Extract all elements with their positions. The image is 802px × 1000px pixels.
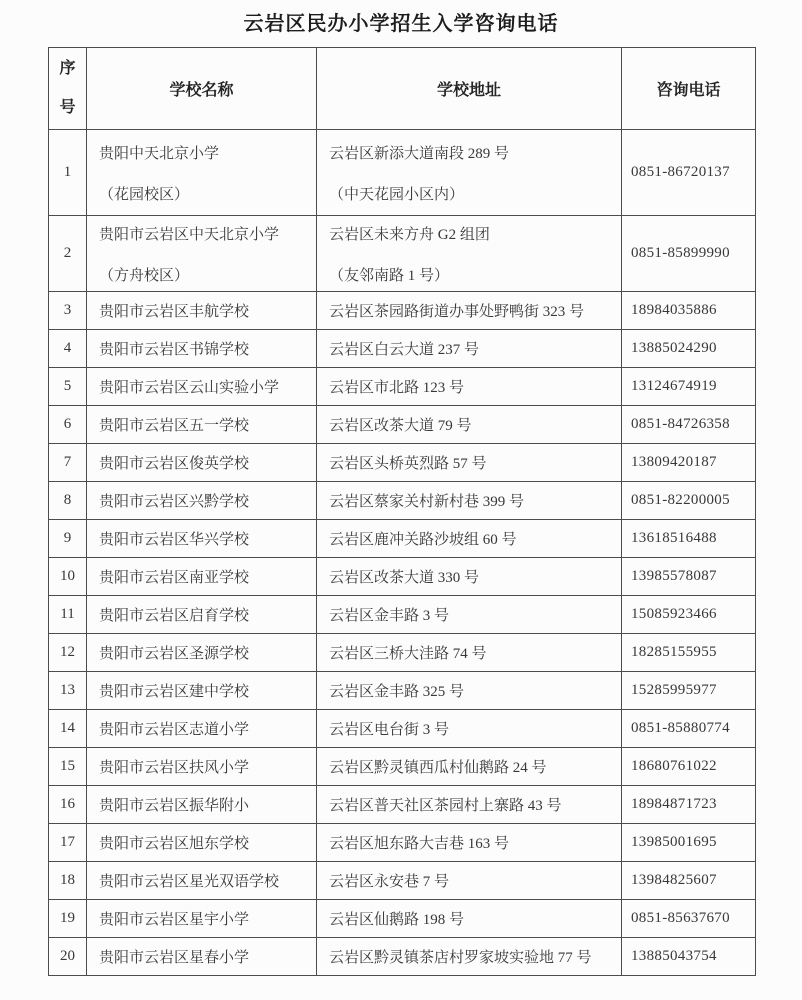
cell-school-name: 贵阳市云岩区建中学校 [87,672,317,710]
cell-num: 5 [49,368,87,406]
table-row [49,406,756,444]
table-row [49,330,756,368]
cell-phone: 0851-84726358 [622,406,756,444]
cell-school-addr [317,130,622,216]
cell-school-addr: 云岩区三桥大洼路 74 号 [317,634,622,672]
table-row [49,672,756,710]
school-name-line1: 贵阳中天北京小学 [99,145,220,162]
header-cell-name: 学校名称 [87,48,317,130]
cell-phone: 15285995977 [622,672,756,710]
cell-num: 13 [49,672,87,710]
table-row [49,216,756,292]
cell-school-name: 贵阳市云岩区旭东学校 [87,824,317,862]
school-addr-line2: （中天花园小区内） [329,186,465,203]
cell-num: 2 [49,216,87,292]
table-row [49,710,756,748]
table-row [49,596,756,634]
school-name-line2: （方舟校区） [99,267,190,284]
cell-school-addr: 云岩区旭东路大吉巷 163 号 [317,824,622,862]
cell-phone: 18984035886 [622,292,756,330]
cell-school-addr: 云岩区蔡家关村新村巷 399 号 [317,482,622,520]
cell-num: 4 [49,330,87,368]
table-row [49,520,756,558]
cell-phone: 13985578087 [622,558,756,596]
table-row [49,862,756,900]
cell-school-addr: 云岩区黔灵镇茶店村罗家坡实验地 77 号 [317,938,622,976]
cell-school-addr [317,216,622,292]
cell-phone: 0851-85899990 [622,216,756,292]
table-row [49,482,756,520]
cell-school-addr: 云岩区金丰路 3 号 [317,596,622,634]
cell-school-addr: 云岩区改茶大道 330 号 [317,558,622,596]
cell-phone: 18680761022 [622,748,756,786]
cell-school-addr: 云岩区鹿冲关路沙坡组 60 号 [317,520,622,558]
header-cell-addr: 学校地址 [317,48,622,130]
table-row [49,292,756,330]
cell-phone: 15085923466 [622,596,756,634]
cell-num: 15 [49,748,87,786]
cell-school-name: 贵阳市云岩区圣源学校 [87,634,317,672]
cell-phone: 18285155955 [622,634,756,672]
cell-phone: 13124674919 [622,368,756,406]
cell-phone: 18984871723 [622,786,756,824]
cell-phone: 13984825607 [622,862,756,900]
school-name-line1: 贵阳市云岩区中天北京小学 [99,226,280,243]
school-addr-line1: 云岩区新添大道南段 289 号 [329,145,510,162]
table-row [49,130,756,216]
cell-school-name: 贵阳市云岩区兴黔学校 [87,482,317,520]
cell-school-addr: 云岩区白云大道 237 号 [317,330,622,368]
cell-school-name: 贵阳市云岩区星光双语学校 [87,862,317,900]
cell-school-name: 贵阳市云岩区振华附小 [87,786,317,824]
table-row [49,748,756,786]
cell-phone: 13809420187 [622,444,756,482]
table-row [49,368,756,406]
cell-school-addr: 云岩区普天社区茶园村上寨路 43 号 [317,786,622,824]
cell-phone: 13618516488 [622,520,756,558]
table-row [49,786,756,824]
table-row [49,938,756,976]
cell-school-name: 贵阳市云岩区书锦学校 [87,330,317,368]
cell-school-name: 贵阳市云岩区丰航学校 [87,292,317,330]
table-row [49,824,756,862]
cell-school-addr: 云岩区改茶大道 79 号 [317,406,622,444]
cell-num: 6 [49,406,87,444]
cell-phone: 13885043754 [622,938,756,976]
cell-school-name: 贵阳市云岩区扶风小学 [87,748,317,786]
school-phone-table [48,47,756,976]
table-row [49,900,756,938]
table-header-row [49,48,756,130]
cell-school-name: 贵阳市云岩区星宇小学 [87,900,317,938]
cell-school-name: 贵阳市云岩区志道小学 [87,710,317,748]
cell-num: 1 [49,130,87,216]
cell-num: 17 [49,824,87,862]
table-row [49,558,756,596]
cell-school-name: 贵阳市云岩区星春小学 [87,938,317,976]
cell-num: 11 [49,596,87,634]
cell-num: 16 [49,786,87,824]
cell-phone: 13885024290 [622,330,756,368]
cell-phone: 13985001695 [622,824,756,862]
cell-school-addr: 云岩区黔灵镇西瓜村仙鹅路 24 号 [317,748,622,786]
header-cell-num [49,48,87,130]
table-row [49,444,756,482]
cell-school-name: 贵阳市云岩区南亚学校 [87,558,317,596]
cell-num: 20 [49,938,87,976]
cell-phone: 0851-86720137 [622,130,756,216]
school-addr-line1: 云岩区未来方舟 G2 组团 [329,226,490,243]
cell-school-name: 贵阳市云岩区五一学校 [87,406,317,444]
cell-phone: 0851-85880774 [622,710,756,748]
cell-school-name: 贵阳市云岩区启育学校 [87,596,317,634]
cell-num: 18 [49,862,87,900]
cell-school-name [87,130,317,216]
cell-num: 8 [49,482,87,520]
cell-num: 19 [49,900,87,938]
cell-num: 10 [49,558,87,596]
cell-num: 3 [49,292,87,330]
cell-school-name: 贵阳市云岩区俊英学校 [87,444,317,482]
cell-school-name: 贵阳市云岩区云山实验小学 [87,368,317,406]
cell-school-addr: 云岩区永安巷 7 号 [317,862,622,900]
header-cell-phone: 咨询电话 [622,48,756,130]
cell-phone: 0851-85637670 [622,900,756,938]
school-addr-line2: （友邻南路 1 号） [329,267,450,284]
school-name-line2: （花园校区） [99,186,190,203]
cell-num: 7 [49,444,87,482]
cell-school-addr: 云岩区电台街 3 号 [317,710,622,748]
cell-num: 12 [49,634,87,672]
cell-school-addr: 云岩区仙鹅路 198 号 [317,900,622,938]
page-title: 云岩区民办小学招生入学咨询电话 [243,13,559,35]
cell-school-addr: 云岩区头桥英烈路 57 号 [317,444,622,482]
cell-school-addr: 云岩区茶园路街道办事处野鸭街 323 号 [317,292,622,330]
cell-school-addr: 云岩区金丰路 325 号 [317,672,622,710]
cell-school-name [87,216,317,292]
cell-num: 9 [49,520,87,558]
cell-school-addr: 云岩区市北路 123 号 [317,368,622,406]
header-num-label: 序号 [59,60,76,116]
cell-num: 14 [49,710,87,748]
table-row [49,634,756,672]
cell-phone: 0851-82200005 [622,482,756,520]
cell-school-name: 贵阳市云岩区华兴学校 [87,520,317,558]
